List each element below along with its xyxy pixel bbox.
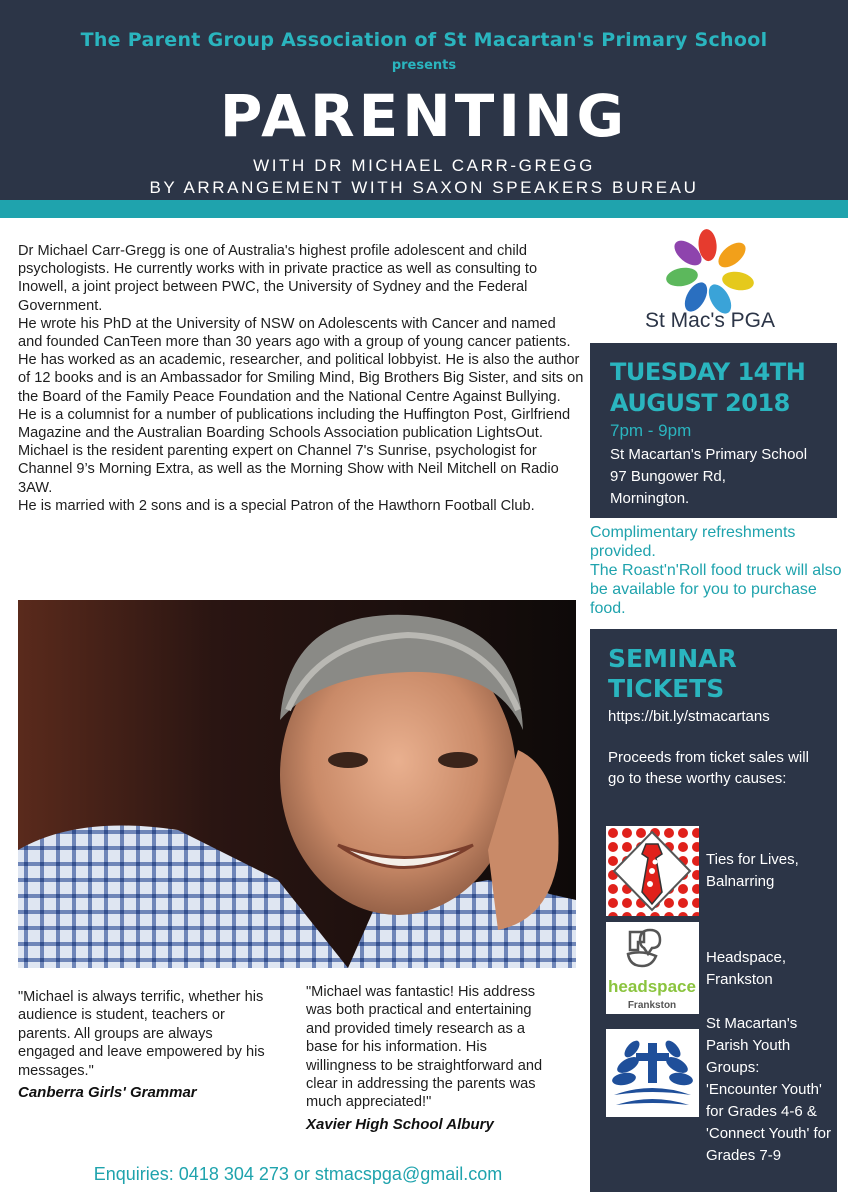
- bio-paragraph: He wrote his PhD at the University of NSW on Adolescents with Cancer and named and founded CanTeen more than 30 years ago with a group of young cancer patients.: [18, 315, 571, 351]
- speaker-bio: [18, 242, 584, 515]
- headspace-logo: [606, 922, 699, 1014]
- speaker-portrait-illustration: [18, 600, 576, 968]
- testimonial-text: "Michael is always terrific, whether his audience is student, teachers or parents. All groups are always engaged and leave empowered by his messages.": [18, 989, 265, 1079]
- header-divider-band: [0, 200, 848, 218]
- parish-cross-icon: [606, 1029, 699, 1117]
- bio-paragraph: Michael is the resident parenting expert on Channel 7's Sunrise, psychologist for Channel 9’s Morning Extra, as well as the Morning Show with Neil Mitchell on Radio 3AW.: [18, 443, 559, 496]
- testimonial-card: [18, 988, 268, 1102]
- tickets-link[interactable]: https://bit.ly/stmacartans: [608, 708, 770, 725]
- charity-name: Headspace, Frankston: [706, 949, 787, 988]
- venue-line: 97 Bungower Rd,: [610, 468, 726, 485]
- testimonial-card: [306, 983, 556, 1134]
- event-date: [610, 357, 805, 419]
- header-banner: [0, 0, 848, 200]
- main-title: PARENTING: [219, 82, 629, 150]
- logo-text: St Mac's PGA: [644, 309, 776, 332]
- enquiries-contact[interactable]: Enquiries: 0418 304 273 or stmacspga@gmail.com: [93, 1164, 503, 1184]
- event-date-line: TUESDAY 14TH: [610, 358, 806, 386]
- tickets-title-line: TICKETS: [608, 674, 725, 703]
- refreshments-note: [590, 523, 846, 618]
- tickets-panel: [590, 629, 837, 1192]
- headspace-wordmark: headspace: [608, 977, 696, 996]
- event-venue: [610, 444, 807, 510]
- bio-paragraph: He is married with 2 sons and is a special Patron of the Hawthorn Football Club.: [18, 497, 535, 514]
- tickets-title-line: SEMINAR: [608, 644, 737, 673]
- tickets-title: [608, 644, 737, 704]
- charity-name: St Macartan's Parish Youth Groups: 'Encounter Youth' for Grades 4-6 & 'Connect Youth' for Grades 7-9: [706, 1015, 831, 1164]
- bio-paragraph: Dr Michael Carr-Gregg is one of Australia's highest profile adolescent and child psychologists. He currently works with in private practice as well as consulting to Inowell, a joint project between PWC, the University of Sydney and the Federal Government.: [18, 243, 538, 314]
- refreshments-line: The Roast'n'Roll food truck will also be available for you to purchase food.: [590, 562, 842, 617]
- speaker-line: WITH DR MICHAEL CARR-GREGG: [253, 156, 595, 175]
- tickets-proceeds-text: Proceeds from ticket sales will go to these worthy causes:: [608, 749, 809, 787]
- polka-dot-tie-icon: [606, 826, 699, 916]
- event-details-panel: [590, 343, 837, 518]
- event-time: 7pm - 9pm: [610, 421, 692, 440]
- venue-line: Mornington.: [610, 490, 690, 507]
- bio-paragraph: He is a columnist for a number of publications including the Huffington Post, Girlfriend Magazine and the Australian Boarding Schools Association publication LightsOut.: [18, 406, 571, 442]
- testimonial-source: Xavier High School Albury: [306, 1115, 494, 1133]
- headspace-location: Frankston: [627, 1000, 677, 1011]
- charity-name: Ties for Lives, Balnarring: [706, 851, 799, 890]
- organisation-line: The Parent Group Association of St Macartan's Primary School: [80, 29, 768, 51]
- venue-line: St Macartan's Primary School: [610, 446, 808, 463]
- event-date-line: AUGUST 2018: [610, 389, 790, 417]
- arrangement-line: BY ARRANGEMENT WITH SAXON SPEAKERS BUREAU: [149, 178, 699, 197]
- testimonial-text: "Michael was fantastic! His address was both practical and entertaining and provided timely research as a base for his information. His willingness to be straightforward and clear in addressing the parents was much appreciated!": [306, 984, 543, 1111]
- presents-label: presents: [391, 58, 457, 73]
- speaker-photo: [18, 600, 576, 968]
- refreshments-line: Complimentary refreshments provided.: [590, 524, 796, 560]
- bio-paragraph: He has worked as an academic, researcher, and political lobbyist. He is also the author of 12 books and is an Ambassador for Smiling Mind, Big Brothers Big Sister, and sits on the Board of the Family Peace Foundation and the National Centre Against Bullying.: [18, 352, 584, 405]
- testimonial-source: Canberra Girls' Grammar: [18, 1084, 197, 1102]
